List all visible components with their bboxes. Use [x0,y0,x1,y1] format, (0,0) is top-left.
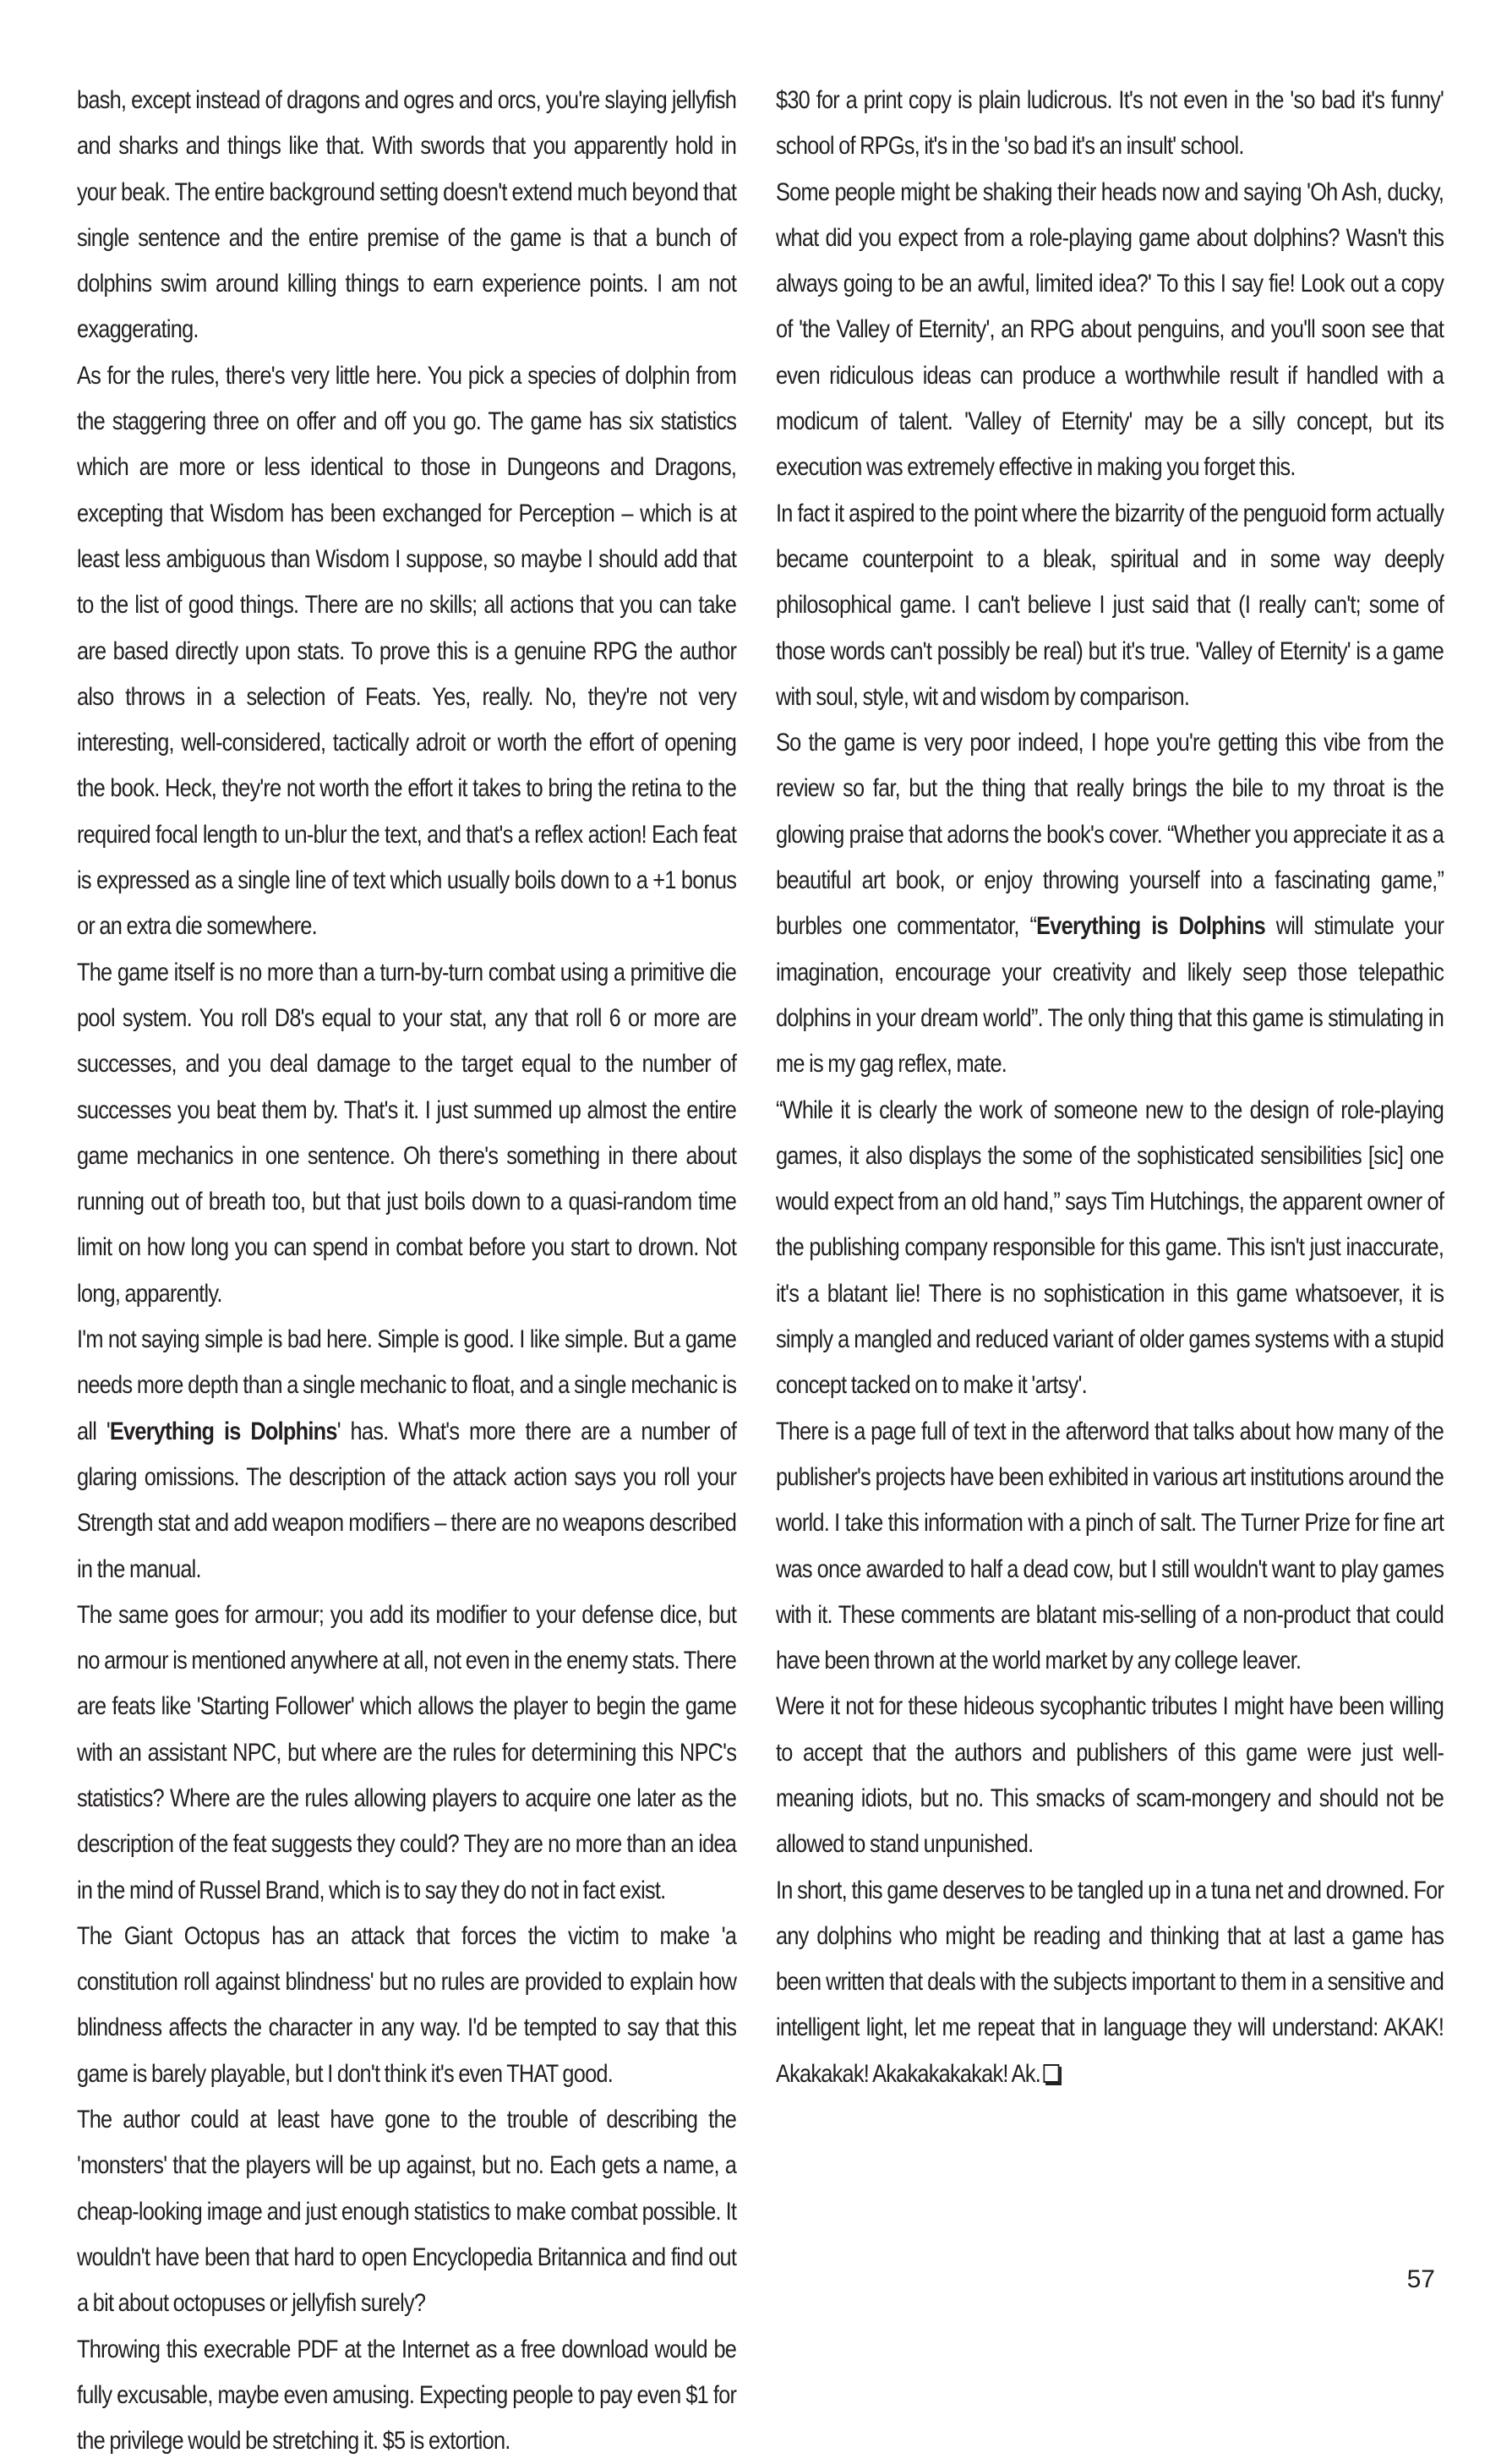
article-paragraph [776,78,1444,170]
paragraph-text: The Giant Octopus has an attack that forces the victim to make 'a constitution roll against blindness' but no rules are provided to explain how blindness affects the character in any way. I'd be tempted to say that this game is barely playable, but I don't think it's even THAT good. [77,1921,737,2088]
paragraph-text: There is a page full of text in the afterword that talks about how many of the publisher's projects have been exhibited in various art institutions around the world. I take this information with a pinch of salt. The Turner Prize for fine art was once awarded to half a dead cow, but I still wouldn't want to play games with it. These comments are blatant mis-selling of a non-product that could have been thrown at the world market by any college leaver. [776,1417,1444,1675]
paragraph-text: As for the rules, there's very little here. You pick a species of dolphin from the staggering three on offer and off you go. The game has six statistics which are more or less identical to those in Dungeons and Dragons, excepting that Wisdom has been exchanged for Perception – which is at least less ambiguous than Wisdom I suppose, so maybe I should add that to the list of good things. There are no skills; all actions that you can take are based directly upon stats. To prove this is a genuine RPG the author also throws in a selection of Feats. Yes, really. No, they're not very interesting, well-considered, tactically adroit or worth the effort of opening the book. Heck, they're not worth the effort it takes to bring the retina to the required focal length to un-blur the text, and that's a reflex action! Each feat is expressed as a single line of text which usually boils down to a +1 bonus or an extra die somewhere. [77,361,737,941]
paragraph-text: I'm not saying simple is bad here. Simple is good. I like simple. But a game needs more depth than a single mechanic to float, and a single mechanic is all ' [77,1325,737,1445]
paragraph-text: The game itself is no more than a turn-by-turn combat using a primitive die pool system. You roll D8's equal to your stat, any that roll 6 or more are successes, and you deal damage to the target equal to the number of successes you beat them by. That's it. I just summed up almost the entire game mechanics in one sentence. Oh there's something in there about running out of breath too, but that just boils down to a quasi-random time limit on how long you can spend in combat before you start to drown. Not long, apparently. [77,958,737,1308]
article-paragraph [77,1914,736,2097]
paragraph-text: So the game is very poor indeed, I hope you're getting this vibe from the review so far, but the thing that really brings the bile to my throat is the glowing praise that adorns the book's cover. “Whether you appreciate it as a beautiful art book, or enjoy throwing yourself into a fascinating game,” burbles one commentator, “ [776,729,1444,941]
article-paragraph [776,1868,1444,2097]
article-paragraph [77,1593,736,1914]
paragraph-text: bash, except instead of dragons and ogres and orcs, you're slaying jellyfish and sharks and things like that. With swords that you apparently hold in your beak. The entire background setting doesn't extend much beyond that single sentence and the entire premise of the game is that a bunch of dolphins swim around killing things to earn experience points. I am not exaggerating. [77,86,737,344]
game-title-emphasis: Everything is Dolphins [1036,912,1265,941]
article-paragraph [776,170,1444,491]
article-paragraph [77,353,736,950]
article-paragraph [77,1317,736,1593]
paragraph-text: The author could at least have gone to the trouble of describing the 'monsters' that the players will be up against, but no. Each gets a name, a cheap-looking image and just enough statistics to make combat possible. It wouldn't have been that hard to open Encyclopedia Britannica and find out a bit about octopuses or jellyfish surely? [77,2106,737,2318]
article-paragraph [776,1684,1444,1867]
article-paragraph [77,2097,736,2326]
paragraph-text: In short, this game deserves to be tangled up in a tuna net and drowned. For any dolphins who might be reading and thinking that at last a game has been written that deals with the subjects important to them in a sensitive and intelligent light, let me repeat that in language they will understand: AKAK! Akakakak! Akakakakakak! Ak. [776,1876,1444,2088]
page-number: 57 [1406,2265,1435,2293]
article-paragraph [776,491,1444,720]
paragraph-text: In fact it aspired to the point where the bizarrity of the penguoid form actually became counterpoint to a bleak, spiritual and in some way deeply philosophical game. I can't believe I just said that (I really can't; some of those words can't possibly be real) but it's true. 'Valley of Eternity' is a game with soul, style, wit and wisdom by comparison. [776,499,1444,711]
article-paragraph [776,1088,1444,1409]
paragraph-text: will stimulate your imagination, encourage your creativity and likely seep those telepathic dolphins in your dream world”. The only thing that this game is stimulating in me is my gag reflex, mate. [776,912,1444,1079]
paragraph-text: ' has. What's more there are a number of glaring omissions. The description of the attack action says you roll your Strength stat and add weapon modifiers – there are no weapons described in the manual. [77,1417,737,1583]
end-of-article-box-icon [1043,2064,1059,2083]
paragraph-text: “While it is clearly the work of someone new to the design of role-playing games, it also displays the some of the sophisticated sensibilities [sic] one would expect from an old hand,” says Tim Hutchings, the apparent owner of the publishing company responsible for this game. This isn't just inaccurate, it's a blatant lie! There is no sophistication in this game whatsoever, it is simply a mangled and reduced variant of older games systems with a stupid concept tacked on to make it 'artsy'. [776,1095,1444,1400]
article-paragraph [776,720,1444,1087]
paragraph-text: The same goes for armour; you add its modifier to your defense dice, but no armour is mentioned anywhere at all, not even in the enemy stats. There are feats like 'Starting Follower' which allows the player to begin the game with an assistant NPC, but where are the rules for determining this NPC's statistics? Where are the rules allowing players to acquire one later as the description of the feat suggests they could? They are no more than an idea in the mind of Russel Brand, which is to say they do not in fact exist. [77,1600,737,1904]
article-paragraph [77,950,736,1317]
article-paragraph [776,1409,1444,1685]
right-text-column [776,78,1444,2097]
paragraph-text: Some people might be shaking their heads now and saying 'Oh Ash, ducky, what did you expect from a role-playing game about dolphins? Wasn't this always going to be an awful, limited idea?' To this I say fie! Look out a copy of 'the Valley of Eternity', an RPG about penguins, and you'll soon see that even ridiculous ideas can produce a worthwhile result if handled with a modicum of talent. 'Valley of Eternity' may be a silly concept, but its execution was extremely effective in making you forget this. [776,178,1444,482]
paragraph-text: Throwing this execrable PDF at the Internet as a free download would be fully excusable, maybe even amusing. Expecting people to pay even $1 for the privilege would be stretching it. $5 is extortion. [77,2335,737,2456]
game-title-emphasis: Everything is Dolphins [109,1417,337,1445]
article-paragraph [77,78,736,353]
paragraph-text: Were it not for these hideous sycophantic tributes I might have been willing to accept that the authors and publishers of this game were just well-meaning idiots, but no. This smacks of scam-mongery and should not be allowed to stand unpunished. [776,1692,1444,1859]
left-text-column [77,78,736,2464]
paragraph-text: $30 for a print copy is plain ludicrous. It's not even in the 'so bad it's funny' school of RPGs, it's in the 'so bad it's an insult' school. [776,86,1444,161]
article-paragraph [77,2327,736,2464]
